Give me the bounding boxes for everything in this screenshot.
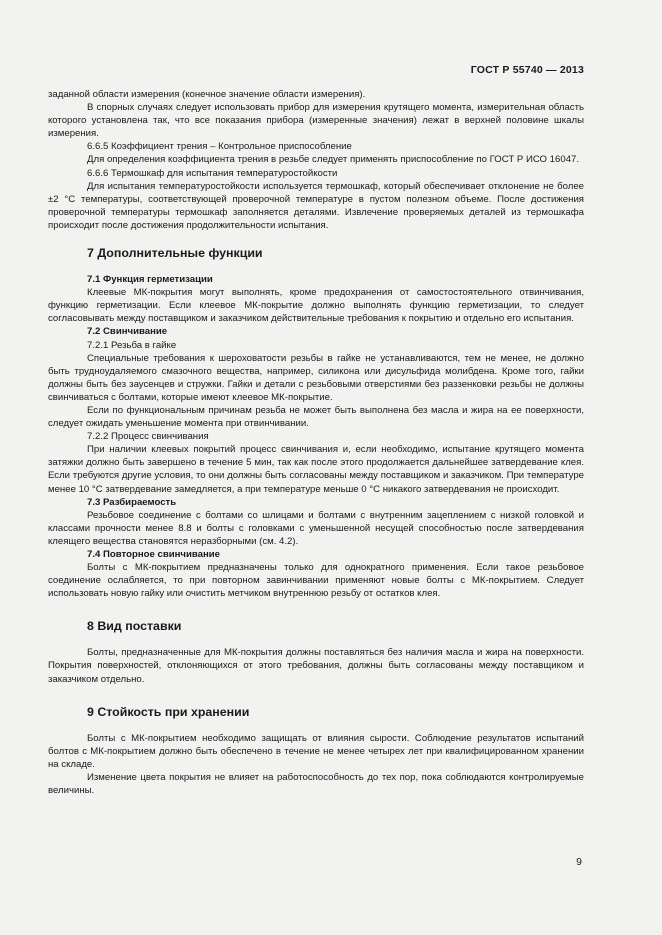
paragraph-continuation: заданной области измерения (конечное значение области измерения). bbox=[48, 89, 366, 100]
paragraph-7-4: Болты с МК-покрытием предназначены только для однократного применения. Если такое резьбовое соединение ослабляется, то при повторном завинчивании применяют новые болты с МК-покрытием. Следует использовать новую гайку или очистить метчиком внутреннюю резьбу от остатков клея. bbox=[48, 562, 584, 600]
clause-7-1-title: 7.1 Функция герметизации bbox=[87, 274, 213, 286]
paragraph-7-1: Клеевые МК-покрытия могут выполнять, кроме предохранения от самостостоятельного отвинчивания, функцию герметизации. Если клеевое МК-покрытие должно выполнять функцию герметизации, то следует согласовывать между поставщиком и заказчиком действительные требования к покрытию и отдельно его испытания. bbox=[48, 287, 584, 325]
document-body bbox=[48, 88, 584, 797]
section-8-heading: 8 Вид поставки bbox=[87, 619, 182, 634]
clause-7-2-1-title: 7.2.1 Резьба в гайке bbox=[87, 339, 177, 351]
paragraph-thermocabinet: Для испытания температуростойкости используется термошкаф, который обеспечивает отклонение не более ±2 °С температуры, соответствующей проверочной температуре в пустом полезном объеме. После достижения проверочной температуры термошкаф заполняется деталями. Извлечение проверяемых деталей из термошкафа происходит после достижения продолжительности испытания. bbox=[48, 180, 584, 231]
clause-7-4-title: 7.4 Повторное свинчивание bbox=[87, 549, 221, 560]
paragraph-friction: Для определения коэффициента трения в резьбе следует применять приспособление по ГОСТ Р ИСО 16047. bbox=[87, 154, 580, 166]
clause-7-2-2-title: 7.2.2 Процесс свинчивания bbox=[87, 431, 209, 443]
paragraph-7-3: Резьбовое соединение с болтами со шлицами и болтами с внутренним зацеплением с низкой головкой и классами прочности менее 8.8 и болты с головками с уменьшенной несущей способностью после затвердевания клеящего вещества становятся неразборными (см. 4.2). bbox=[48, 509, 584, 547]
clause-6-6-5-title: 6.6.5 Коэффициент трения – Контрольное приспособление bbox=[87, 141, 352, 153]
section-7-heading: 7 Дополнительные функции bbox=[87, 246, 263, 261]
clause-7-2-title: 7.2 Свинчивание bbox=[87, 326, 168, 338]
paragraph-7-2-1-b: Если по функциональным причинам резьба не может быть выполнена без масла и жира на ее поверхности, следует ожидать уменьшение момента при отвинчивании. bbox=[48, 404, 584, 430]
paragraph-7-2-1-a: Специальные требования к шероховатости резьбы в гайке не устанавливаются, тем не менее, не должно быть трудноудаляемого смазочного вещества, например, силикона или дисульфида молибдена. Кроме того, гайки должны быть без заусенцев и стружки. Гайки и детали с резьбовыми отверстиями без раззенковки резьбы не должны свинчиваться с болтами, которые имеют клеевое МК-покрытие. bbox=[48, 352, 584, 403]
paragraph-dispute-instrument: В спорных случаях следует использовать прибор для измерения крутящего момента, измерительная область которого установлена так, что все показания прибора (измеренные значения) лежат в верхней половине шкалы измерения. bbox=[48, 102, 584, 140]
paragraph-7-2-2: При наличии клеевых покрытий процесс свинчивания и, если необходимо, испытание крутящего момента затяжки должно быть завершено в течение 5 мин, так как после этого продолжается дальнейшее затвердевание клея. Если требуются другие условия, то они должны быть согласованы между поставщиком и заказчиком. При температуре менее 10 °С затвердевание замедляется, а при температуре меньше 0 °С никакого затвердевания не происходит. bbox=[48, 444, 584, 495]
clause-7-3-title: 7.3 Разбираемость bbox=[87, 496, 177, 508]
paragraph-9-b: Изменение цвета покрытия не влияет на работоспособность до тех пор, пока соблюдаются контролируемые величины. bbox=[48, 771, 584, 797]
page-number: 9 bbox=[576, 856, 582, 868]
document-header-id: ГОСТ Р 55740 — 2013 bbox=[470, 64, 584, 76]
section-9-heading: 9 Стойкость при хранении bbox=[87, 704, 250, 719]
clause-6-6-6-title: 6.6.6 Термошкаф для испытания температуростойкости bbox=[87, 167, 338, 179]
paragraph-9-a: Болты с МК-покрытием необходимо защищать от влияния сырости. Соблюдение результатов испытаний болтов с МК-покрытием должно быть обеспечено в течение не менее четырех лет при квалифицированном хранении на складе. bbox=[48, 732, 584, 770]
paragraph-8: Болты, предназначенные для МК-покрытия должны поставляться без наличия масла и жира на поверхности. Покрытия поверхностей, отклоняющихся от этого требования, должны быть согласованы между поставщиком и заказчиком отдельно. bbox=[48, 647, 584, 685]
